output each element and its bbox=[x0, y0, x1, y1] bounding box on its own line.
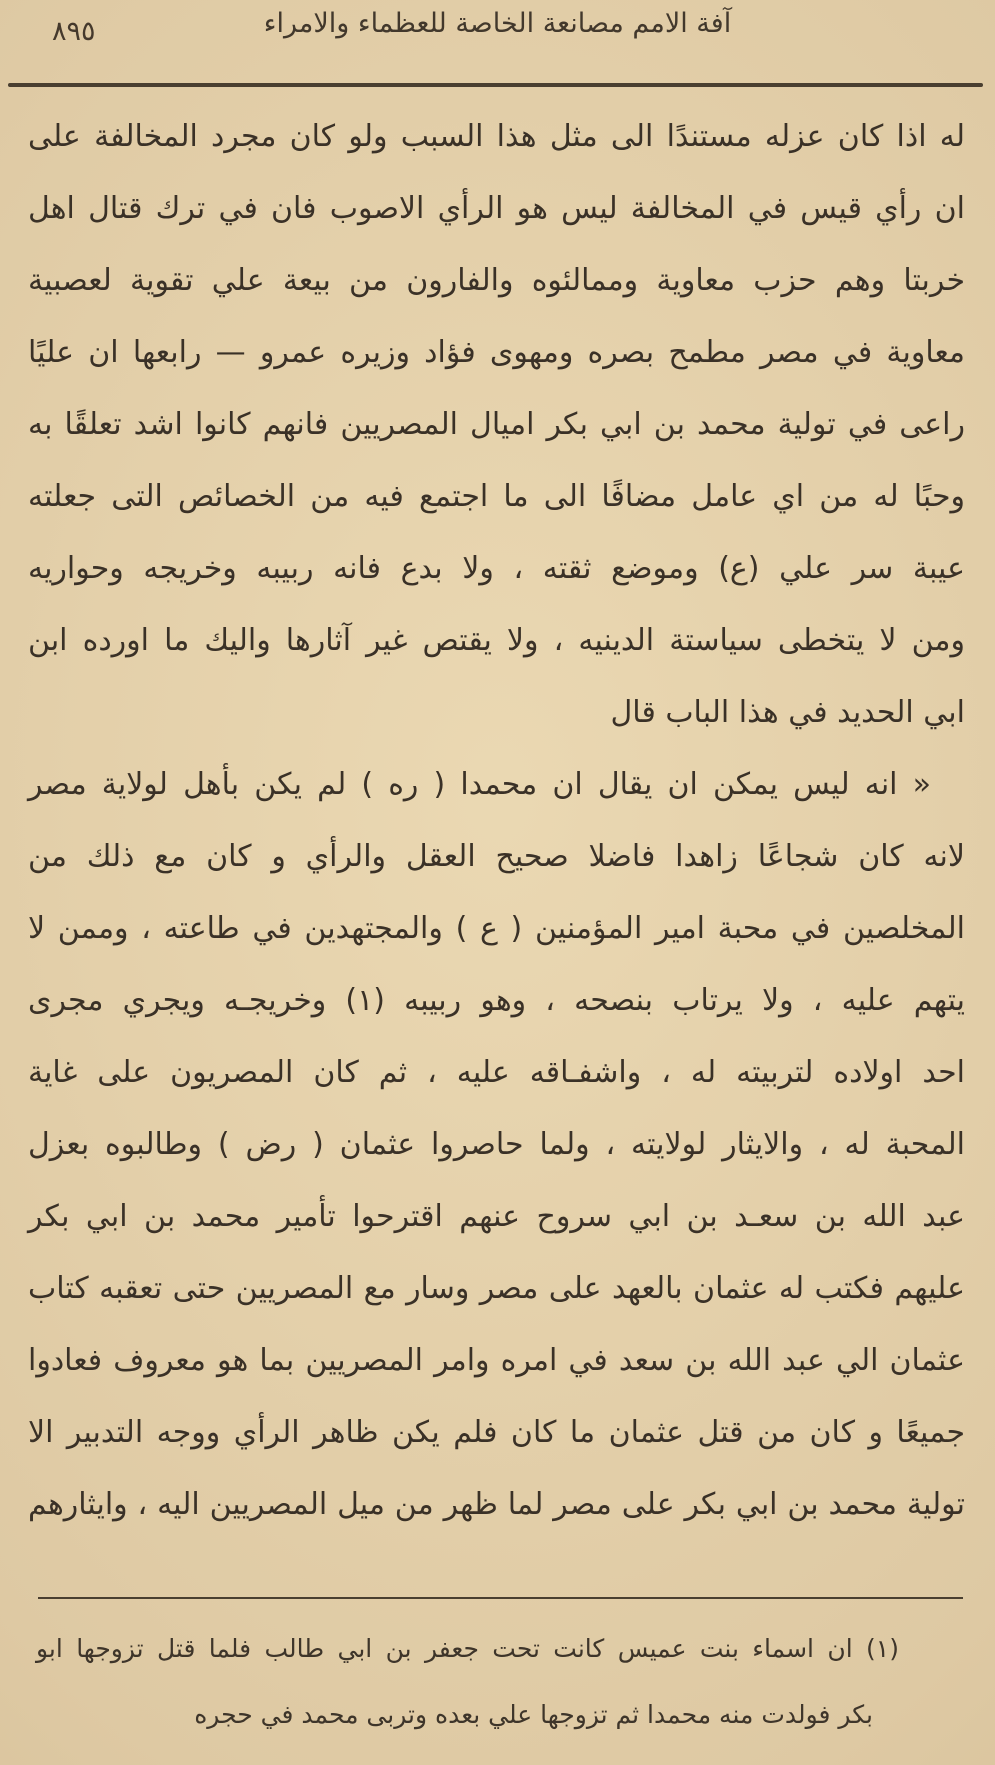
text-line: راعى في تولية محمد بن ابي بكر اميال المصريين فانهم كانوا اشد تعلقًا به bbox=[28, 407, 965, 442]
text-line: له اذا كان عزله مستندًا الى مثل هذا السبب ولو كان مجرد المخالفة على bbox=[28, 119, 965, 154]
text-line: المحبة له ، والايثار لولايته ، ولما حاصروا عثمان ( رض ) وطالبوه بعزل bbox=[28, 1127, 965, 1162]
text-line: يتهم عليه ، ولا يرتاب بنصحه ، وهو ربيبه (١) وخريجـه ويجري مجرى bbox=[28, 983, 965, 1018]
text-line: المخلصين في محبة امير المؤمنين ( ع ) والمجتهدين في طاعته ، وممن لا bbox=[28, 911, 965, 946]
footnote-rule bbox=[38, 1597, 963, 1599]
footnote-line: بكر فولدت منه محمدا ثم تزوجها علي بعده وتربى محمد في حجره bbox=[194, 1700, 873, 1729]
page-number: ٨٩٥ bbox=[52, 16, 96, 47]
running-title: آفة الامم مصانعة الخاصة للعظماء والامراء bbox=[263, 8, 732, 39]
text-line: ومن لا يتخطى سياستة الدينيه ، ولا يقتص غير آثارها واليك ما اورده ابن bbox=[28, 623, 965, 658]
text-line: ان رأي قيس في المخالفة ليس هو الرأي الاصوب فان في ترك قتال اهل bbox=[28, 191, 965, 226]
text-line: لانه كان شجاعًا زاهدا فاضلا صحيح العقل والرأي و كان مع ذلك من bbox=[28, 839, 965, 874]
text-line: عبد الله بن سعـد بن ابي سروح عنهم اقترحوا تأمير محمد بن ابي بكر bbox=[28, 1199, 965, 1234]
footnote-line: (١) ان اسماء بنت عميس كانت تحت جعفر بن ابي طالب فلما قتل تزوجها ابو bbox=[36, 1634, 899, 1663]
header-rule bbox=[8, 83, 983, 87]
text-line: معاوية في مصر مطمح بصره ومهوى فؤاد وزيره عمرو — رابعها ان عليًا bbox=[28, 335, 965, 370]
text-line: احد اولاده لتربيته له ، واشفـاقه عليه ، ثم كان المصريون على غاية bbox=[28, 1055, 965, 1090]
text-line: عيبة سر علي (ع) وموضع ثقته ، ولا بدع فانه ربيبه وخريجه وحواريه bbox=[28, 551, 965, 586]
text-line: وحبًا له من اي عامل مضافًا الى ما اجتمع فيه من الخصائص التى جعلته bbox=[28, 479, 965, 514]
text-line: جميعًا و كان من قتل عثمان ما كان فلم يكن ظاهر الرأي ووجه التدبير الا bbox=[28, 1415, 965, 1450]
body-text bbox=[28, 101, 965, 1541]
text-line-paragraph-end: ابي الحديد في هذا الباب قال bbox=[610, 695, 965, 730]
text-line: عثمان الي عبد الله بن سعد في امره وامر المصريين بما هو معروف فعادوا bbox=[28, 1343, 965, 1378]
text-line-paragraph-start: « انه ليس يمكن ان يقال ان محمدا ( ره ) لم يكن بأهل لولاية مصر bbox=[28, 767, 931, 802]
footnotes bbox=[36, 1616, 957, 1748]
text-line: خربتا وهم حزب معاوية وممالئوه والفارون من بيعة علي تقوية لعصبية bbox=[28, 263, 965, 298]
page-header bbox=[0, 0, 995, 80]
text-line: عليهم فكتب له عثمان بالعهد على مصر وسار مع المصريين حتى تعقبه كتاب bbox=[28, 1271, 965, 1306]
text-line: تولية محمد بن ابي بكر على مصر لما ظهر من ميل المصريين اليه ، وايثارهم bbox=[28, 1487, 965, 1522]
